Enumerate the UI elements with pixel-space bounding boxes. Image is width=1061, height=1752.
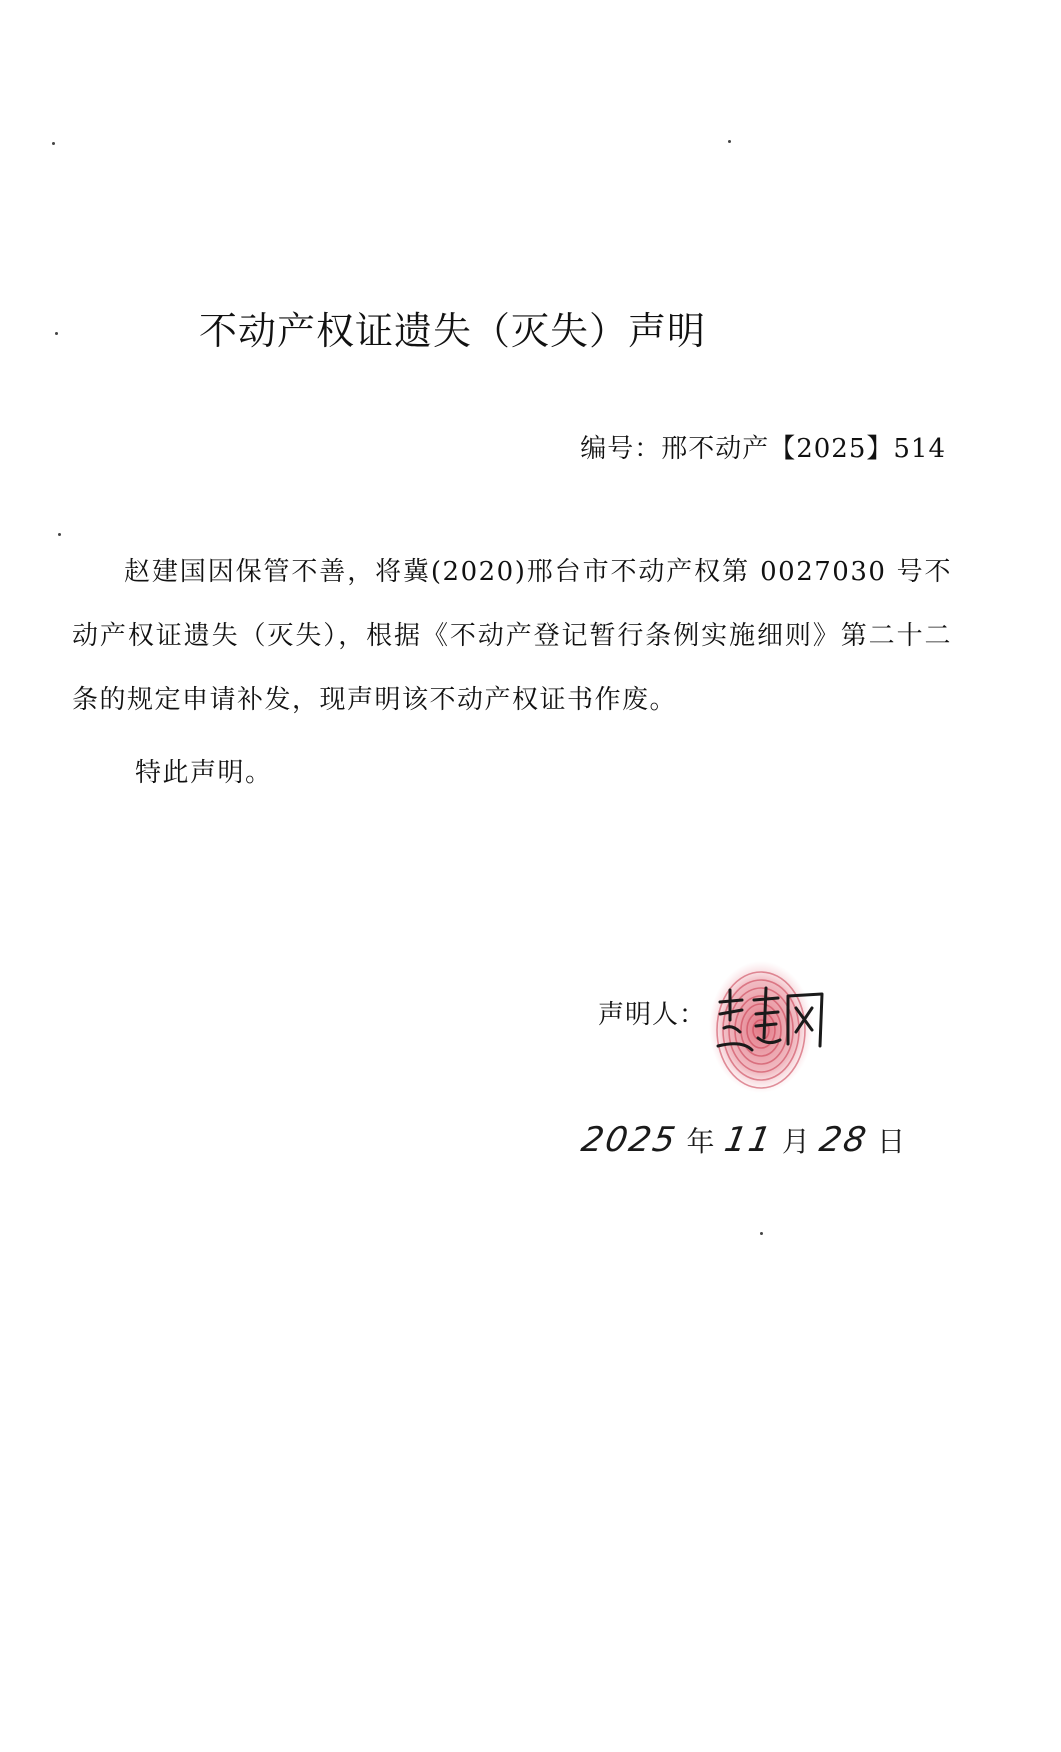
date-month-unit: 月 (781, 1125, 810, 1158)
document-title: 不动产权证遗失（灭失）声明 (198, 309, 706, 353)
date-day-unit: 日 (877, 1125, 906, 1158)
closing-statement: 特此声明。 (135, 758, 273, 788)
date-month: 11 (721, 1120, 776, 1160)
date-year-unit: 年 (686, 1125, 715, 1158)
document-number: 编号：邢不动产【2025】514 (580, 434, 946, 464)
scan-speck (52, 142, 55, 145)
scan-speck (58, 533, 61, 536)
declaration-body (72, 540, 952, 732)
scan-speck (760, 1232, 763, 1235)
date-year: 2025 (578, 1120, 681, 1160)
scan-speck (728, 140, 731, 143)
declarant-label: 声明人： (598, 1000, 707, 1030)
date-day: 28 (816, 1120, 871, 1160)
handwritten-signature (712, 980, 832, 1060)
declaration-paragraph: 赵建国因保管不善，将冀(2020)邢台市不动产权第 0027030 号不动产权证遗失（灭失），根据《不动产登记暂行条例实施细则》第二十二条的规定申请补发，现声明该不动产权证书作废。 (72, 557, 952, 715)
signing-date (578, 1120, 906, 1180)
